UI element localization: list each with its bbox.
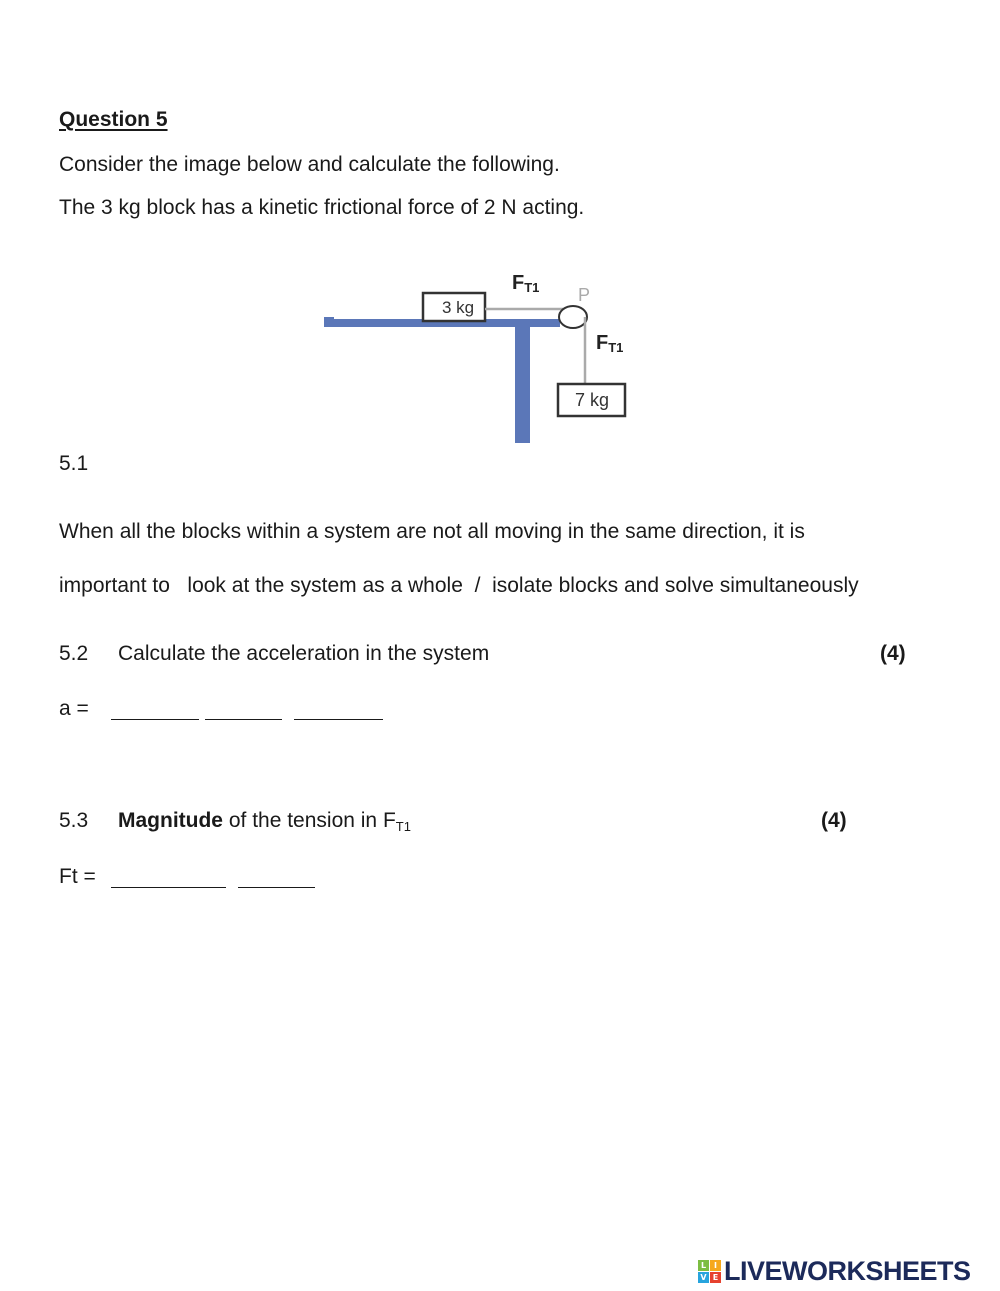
- q52-answer-blank-2[interactable]: [205, 701, 282, 720]
- q51-line-2: [59, 575, 859, 596]
- q53-answer-blank-2[interactable]: [238, 869, 315, 888]
- q52-marks: (4): [880, 642, 906, 665]
- q53-bold-text: Magnitude: [118, 809, 223, 832]
- q52-answer-blank-3[interactable]: [294, 701, 383, 720]
- block-table-label: 3 kg: [442, 298, 475, 317]
- intro-line-2: The 3 kg block has a kinetic frictional force of 2 N acting.: [59, 196, 585, 219]
- q53-answer-blank-1[interactable]: [111, 869, 226, 888]
- logo-letter-v: V: [698, 1272, 709, 1283]
- q51-prefix: important to: [59, 574, 170, 597]
- logo-letter-i: I: [710, 1260, 721, 1271]
- intro-line-1: Consider the image below and calculate the following.: [59, 153, 560, 176]
- table-leg: [515, 325, 530, 443]
- logo-letter-e: E: [710, 1272, 721, 1283]
- q53-marks: (4): [821, 809, 847, 832]
- logo-text: LIVEWORKSHEETS: [724, 1255, 971, 1286]
- logo-icon: [698, 1260, 721, 1283]
- pulley-diagram: [320, 265, 640, 450]
- q51-line-1: When all the blocks within a system are not all moving in the same direction, it is: [59, 520, 805, 543]
- q53-number: 5.3: [59, 809, 89, 832]
- q53-answer-label: Ft =: [59, 865, 96, 888]
- table-edge-tick: [324, 317, 334, 320]
- q52-answer-label: a =: [59, 697, 89, 720]
- q53-subscript: T1: [395, 819, 411, 834]
- q51-separator: /: [474, 574, 481, 597]
- q52-number: 5.2: [59, 642, 89, 665]
- q53-text: [118, 810, 411, 833]
- force-label-side: FT1: [596, 332, 624, 355]
- q51-option-isolate[interactable]: isolate blocks and solve simultaneously: [492, 574, 859, 597]
- q52-text: Calculate the acceleration in the system: [118, 642, 490, 665]
- block-hanging-label: 7 kg: [575, 390, 610, 410]
- q51-number: 5.1: [59, 452, 89, 475]
- pulley: [559, 306, 587, 328]
- q52-answer-blank-1[interactable]: [111, 701, 199, 720]
- force-label-top: FT1: [512, 272, 540, 295]
- question-title: Question 5: [59, 108, 168, 131]
- logo-letter-l: L: [698, 1260, 709, 1271]
- q51-option-whole[interactable]: look at the system as a whole: [187, 574, 463, 597]
- liveworksheets-logo[interactable]: [698, 1255, 971, 1287]
- pulley-label: P: [578, 285, 591, 305]
- q53-body-text: of the tension in F: [228, 809, 396, 832]
